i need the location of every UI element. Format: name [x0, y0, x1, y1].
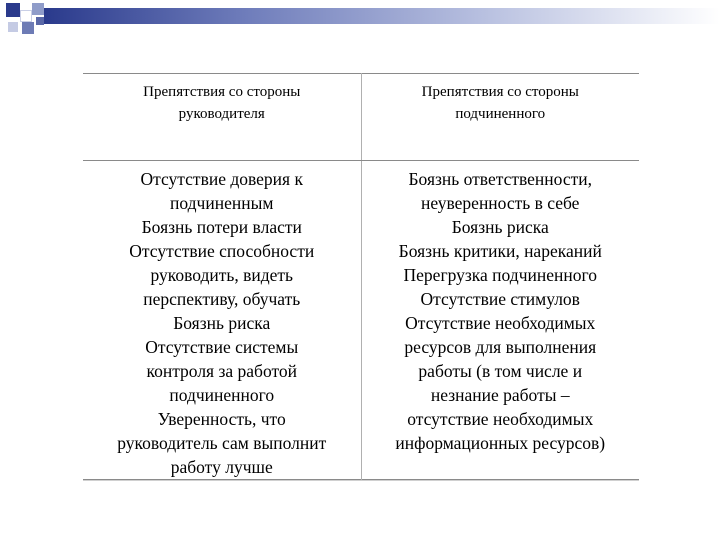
manager-obstacle-line: перспективу, обучать — [143, 289, 301, 309]
subordinate-obstacle-line: неуверенность в себе — [421, 193, 580, 213]
manager-obstacle-line: Отсутствие системы — [145, 337, 299, 357]
decor-square-small — [36, 17, 44, 25]
subordinate-obstacles-cell — [361, 161, 639, 480]
manager-obstacle-line: руководить, видеть — [150, 265, 294, 285]
subordinate-obstacle-line: Боязнь критики, нареканий — [398, 241, 602, 261]
manager-obstacle-line: руководитель сам выполнит — [117, 433, 327, 453]
subordinate-obstacle-line: отсутствие необходимых — [407, 409, 594, 429]
header-subordinate-line: Препятствия со стороны — [421, 84, 579, 100]
table-header-row — [83, 74, 639, 161]
manager-obstacles-cell — [83, 161, 361, 480]
header-subordinate-line: подчиненного — [455, 106, 546, 122]
table-body-row — [83, 161, 639, 480]
subordinate-obstacle-line: Боязнь риска — [451, 217, 549, 237]
manager-obstacle-line: Отсутствие доверия к — [140, 169, 303, 189]
subordinate-obstacle-line: информационных ресурсов) — [395, 433, 606, 453]
subordinate-obstacle-line: Отсутствие необходимых — [405, 313, 596, 333]
subordinate-obstacle-line: Отсутствие стимулов — [420, 289, 580, 309]
subordinate-obstacle-line: незнание работы – — [430, 385, 570, 405]
manager-obstacle-line: Уверенность, что — [157, 409, 286, 429]
header-manager-line: Препятствия со стороны — [143, 84, 301, 100]
header-manager-line: руководителя — [178, 106, 265, 122]
manager-obstacle-line: работу лучше — [170, 457, 273, 477]
header-manager — [83, 74, 361, 161]
manager-obstacle-line: Боязнь риска — [173, 313, 271, 333]
manager-obstacle-line: Отсутствие способности — [129, 241, 315, 261]
decor-square-dark — [6, 3, 20, 17]
decor-square-white — [20, 10, 32, 22]
decor-square-pale — [8, 22, 18, 32]
subordinate-obstacle-line: Боязнь ответственности, — [408, 169, 593, 189]
subordinate-obstacle-line: работы (в том числе и — [418, 361, 583, 381]
manager-obstacle-line: подчиненного — [169, 385, 275, 405]
decor-square-mid — [22, 22, 34, 34]
header-gradient-band — [44, 8, 720, 24]
subordinate-obstacle-line: Перегрузка подчиненного — [403, 265, 597, 285]
manager-obstacle-line: контроля за работой — [146, 361, 298, 381]
subordinate-obstacle-line: ресурсов для выполнения — [404, 337, 597, 357]
manager-obstacle-line: Боязнь потери власти — [141, 217, 302, 237]
obstacles-table — [83, 73, 639, 480]
decor-square-light — [32, 3, 44, 15]
manager-obstacle-line: подчиненным — [170, 193, 274, 213]
header-subordinate — [361, 74, 639, 161]
